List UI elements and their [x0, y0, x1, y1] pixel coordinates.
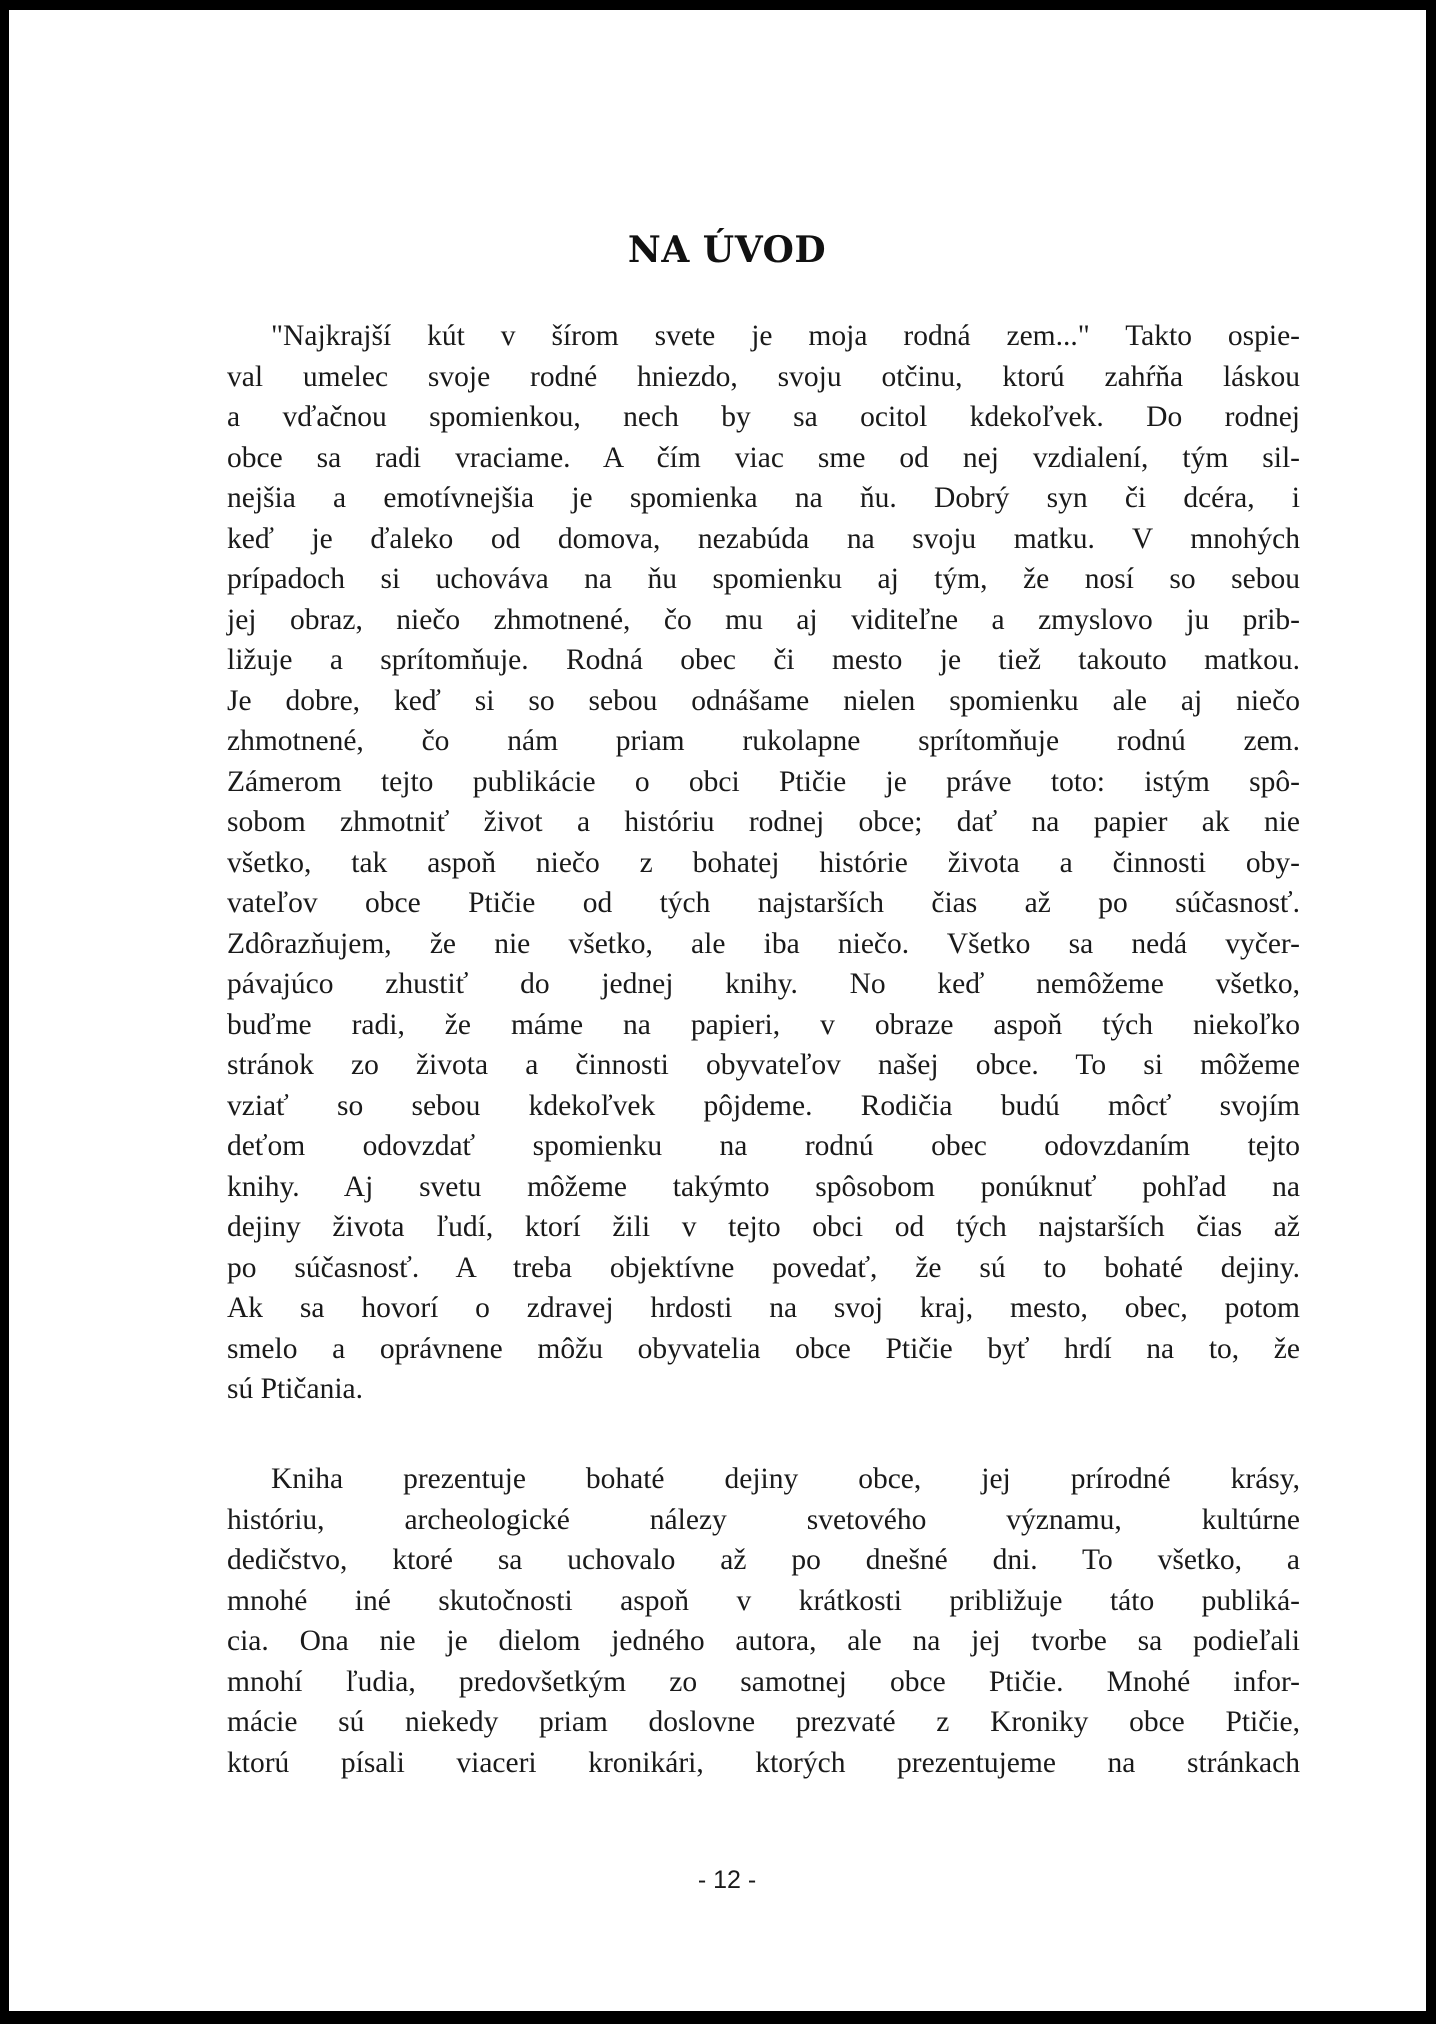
text-line: prípadoch si uchováva na ňu spomienku aj tým, že nosí so sebou — [227, 563, 1300, 595]
text-line: Ak sa hovorí o zdravej hrdosti na svoj kraj, mesto, obec, potom — [227, 1292, 1300, 1324]
text-line: všetko, tak aspoň niečo z bohatej histórie života a činnosti oby- — [227, 846, 1300, 879]
text-line: a vďačnou spomienkou, nech by sa ocitol kdekoľvek. Do rodnej — [227, 401, 1300, 433]
text-line: cia. Ona nie je dielom jedného autora, ale na jej tvorbe sa podieľali — [227, 1625, 1300, 1657]
text-line: sobom zhmotniť život a históriu rodnej obce; dať na papier ak nie — [227, 806, 1300, 838]
text-line: mnohí ľudia, predovšetkým zo samotnej obce Ptičie. Mnohé infor- — [227, 1665, 1300, 1698]
paragraph-2-text — [227, 1459, 1300, 1783]
text-line: buďme radi, že máme na papieri, v obraze aspoň tých niekoľko — [227, 1008, 1300, 1041]
text-line: nejšia a emotívnejšia je spomienka na ňu. Dobrý syn či dcéra, i — [227, 482, 1300, 514]
page-number: - 12 - — [697, 1866, 757, 1894]
paragraph-1 — [227, 316, 1300, 1410]
text-line: mácie sú niekedy priam doslovne prezvaté z Kroniky obce Ptičie, — [227, 1706, 1300, 1738]
text-line: jej obraz, niečo zhmotnené, čo mu aj viditeľne a zmyslovo ju prib- — [227, 603, 1300, 636]
text-line: smelo a oprávnene môžu obyvatelia obce Ptičie byť hrdí na to, že — [227, 1332, 1300, 1365]
paragraph-1-text — [227, 316, 1300, 1410]
text-line: dedičstvo, ktoré sa uchovalo až po dnešné dni. To všetko, a — [227, 1544, 1300, 1576]
text-line: keď je ďaleko od domova, nezabúda na svoju matku. V mnohých — [227, 522, 1300, 555]
paragraph-2 — [227, 1459, 1300, 1783]
text-line: Kniha prezentuje bohaté dejiny obce, jej prírodné krásy, — [271, 1463, 1300, 1495]
text-line: sú Ptičania. — [227, 1373, 364, 1405]
text-line: Je dobre, keď si so sebou odnášame nielen spomienku ale aj niečo — [227, 684, 1300, 717]
text-line: ližuje a sprítomňuje. Rodná obec či mesto je tiež takouto matkou. — [227, 644, 1300, 676]
text-line: val umelec svoje rodné hniezdo, svoju otčinu, ktorú zahŕňa láskou — [227, 360, 1300, 393]
page-title: NA ÚVOD — [627, 229, 827, 271]
text-line: obce sa radi vraciame. A čím viac sme od nej vzdialení, tým sil- — [227, 441, 1300, 474]
text-line: Zámerom tejto publikácie o obci Ptičie je práve toto: istým spô- — [227, 765, 1300, 798]
text-line: "Najkrajší kút v šírom svete je moja rodná zem..." Takto ospie- — [271, 320, 1300, 352]
text-line: vziať so sebou kdekoľvek pôjdeme. Rodičia budú môcť svojím — [227, 1089, 1300, 1122]
text-line: po súčasnosť. A treba objektívne povedať, že sú to bohaté dejiny. — [227, 1251, 1300, 1284]
text-line: ktorú písali viaceri kronikári, ktorých prezentujeme na stránkach — [227, 1746, 1300, 1779]
text-line: Zdôrazňujem, že nie všetko, ale iba niečo. Všetko sa nedá vyčer- — [227, 927, 1300, 960]
text-line: deťom odovzdať spomienku na rodnú obec odovzdaním tejto — [227, 1130, 1300, 1162]
text-line: knihy. Aj svetu môžeme takýmto spôsobom ponúknuť pohľad na — [227, 1170, 1300, 1203]
text-line: mnohé iné skutočnosti aspoň v krátkosti približuje táto publiká- — [227, 1584, 1300, 1617]
text-line: zhmotnené, čo nám priam rukolapne sprítomňuje rodnú zem. — [227, 725, 1300, 757]
text-line: históriu, archeologické nálezy svetového významu, kultúrne — [227, 1503, 1300, 1536]
text-line: dejiny života ľudí, ktorí žili v tejto obci od tých najstarších čias až — [227, 1211, 1300, 1243]
text-line: pávajúco zhustiť do jednej knihy. No keď nemôžeme všetko, — [227, 968, 1300, 1000]
text-line: vateľov obce Ptičie od tých najstarších čias až po súčasnosť. — [227, 887, 1300, 919]
text-line: stránok zo života a činnosti obyvateľov našej obce. To si môžeme — [227, 1049, 1300, 1081]
